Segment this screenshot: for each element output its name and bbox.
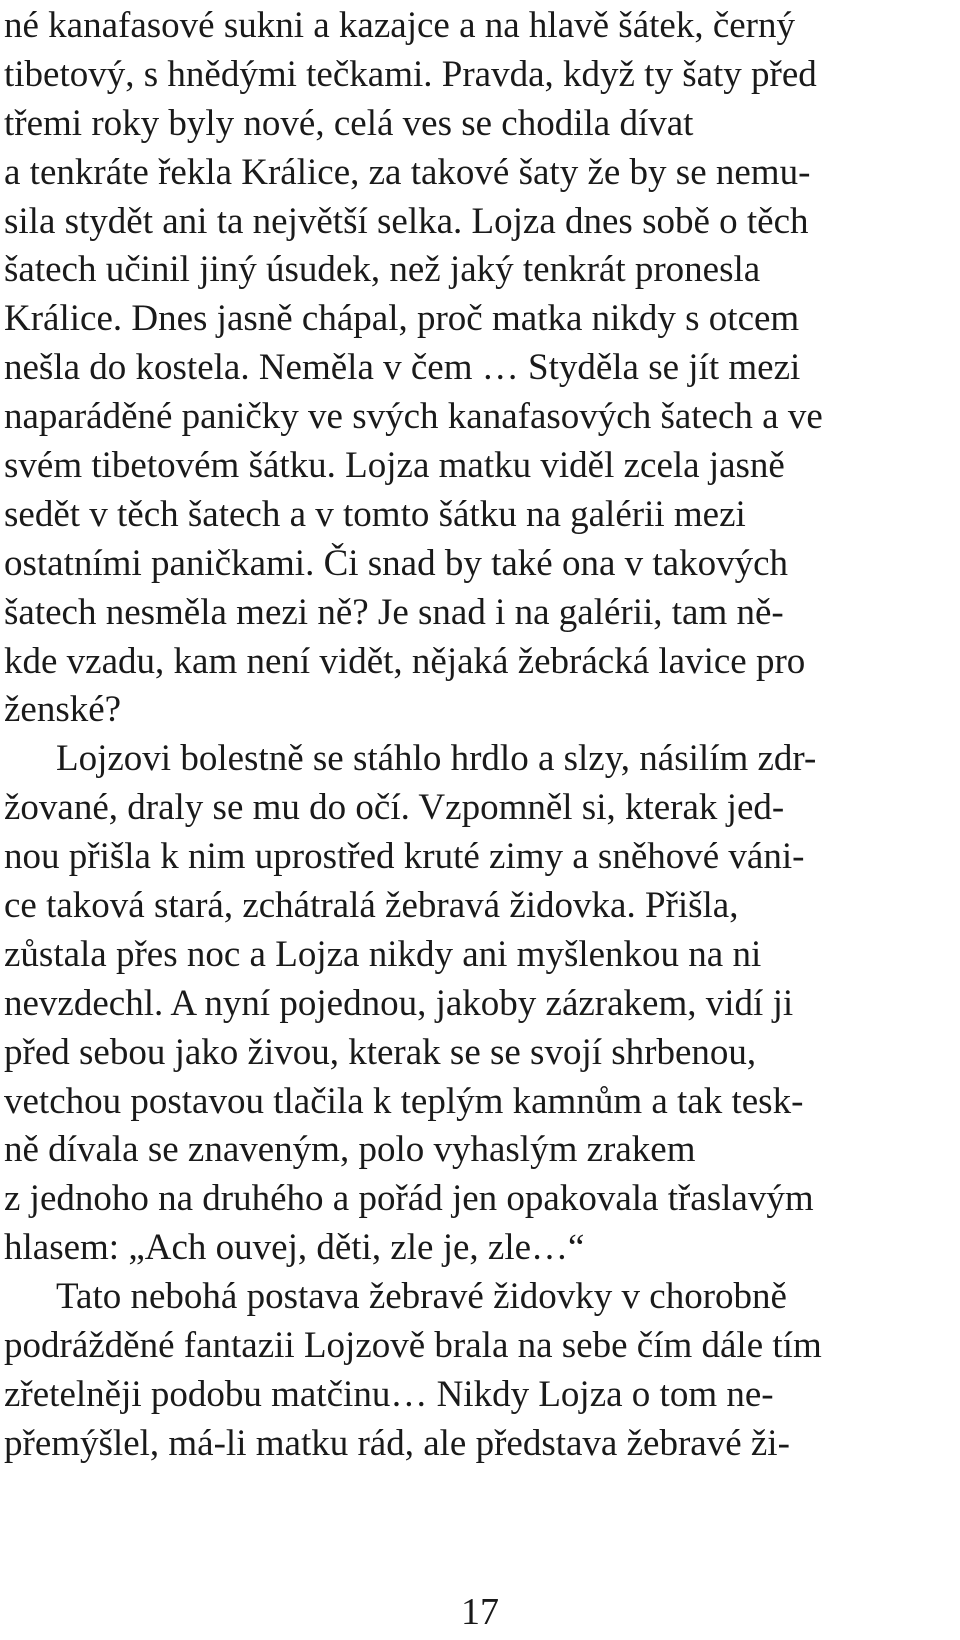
text-line: sila stydět ani ta největší selka. Lojza dnes sobě o těch bbox=[4, 200, 809, 242]
text-line: ostatními paničkami. Či snad by také ona v takových bbox=[4, 542, 789, 584]
body-text bbox=[4, 2, 960, 1469]
text-line: zřetelněji podobu matčinu… Nikdy Lojza o tom ne- bbox=[4, 1373, 774, 1415]
text-line: šatech nesměla mezi ně? Je snad i na galérii, tam ně- bbox=[4, 591, 784, 633]
text-line: svém tibetovém šátku. Lojza matku viděl zcela jasně bbox=[4, 445, 785, 487]
text-line: žované, draly se mu do očí. Vzpomněl si, kterak jed- bbox=[4, 787, 785, 829]
page-number: 17 bbox=[461, 1591, 499, 1633]
text-line: před sebou jako živou, kterak se se svojí shrbenou, bbox=[4, 1031, 757, 1073]
text-line: hlasem: „Ach ouvej, děti, zle je, zle…“ bbox=[4, 1227, 585, 1269]
text-line: Králice. Dnes jasně chápal, proč matka nikdy s otcem bbox=[4, 298, 800, 340]
text-line: přemýšlel, má-li matku rád, ale představa žebravé ži- bbox=[4, 1422, 790, 1464]
paragraph-start-line: Lojzovi bolestně se stáhlo hrdlo a slzy, násilím zdr- bbox=[56, 738, 817, 780]
text-line: podrážděné fantazii Lojzově brala na sebe čím dále tím bbox=[4, 1325, 822, 1367]
text-line: nevzdechl. A nyní pojednou, jakoby zázrakem, vidí ji bbox=[4, 982, 794, 1024]
text-line: třemi roky byly nové, celá ves se chodila dívat bbox=[4, 102, 694, 144]
text-line: zůstala přes noc a Lojza nikdy ani myšlenkou na ni bbox=[4, 933, 762, 975]
text-line: nešla do kostela. Neměla v čem … Styděla se jít mezi bbox=[4, 347, 801, 389]
text-line: naparáděné paničky ve svých kanafasových šatech a ve bbox=[4, 396, 823, 438]
text-line: sedět v těch šatech a v tomto šátku na galérii mezi bbox=[4, 493, 746, 535]
text-line: ženské? bbox=[4, 689, 122, 731]
text-line: šatech učinil jiný úsudek, než jaký tenkrát pronesla bbox=[4, 249, 761, 291]
text-line: tibetový, s hnědými tečkami. Pravda, když ty šaty před bbox=[4, 53, 817, 95]
text-line: z jednoho na druhého a pořád jen opakovala třaslavým bbox=[4, 1178, 814, 1220]
text-line: ce taková stará, zchátralá žebravá židovka. Přišla, bbox=[4, 885, 739, 927]
paragraph-start-line: Tato nebohá postava žebravé židovky v chorobně bbox=[56, 1276, 787, 1318]
text-line: vetchou postavou tlačila k teplým kamnům a tak tesk- bbox=[4, 1080, 804, 1122]
text-line: a tenkráte řekla Králice, za takové šaty že by se nemu- bbox=[4, 151, 811, 193]
text-line: kde vzadu, kam není vidět, nějaká žebrácká lavice pro bbox=[4, 640, 806, 682]
text-line: né kanafasové sukni a kazajce a na hlavě šátek, černý bbox=[4, 5, 795, 46]
text-line: nou přišla k nim uprostřed kruté zimy a sněhové váni- bbox=[4, 836, 805, 878]
text-line: ně dívala se znaveným, polo vyhaslým zrakem bbox=[4, 1129, 696, 1171]
